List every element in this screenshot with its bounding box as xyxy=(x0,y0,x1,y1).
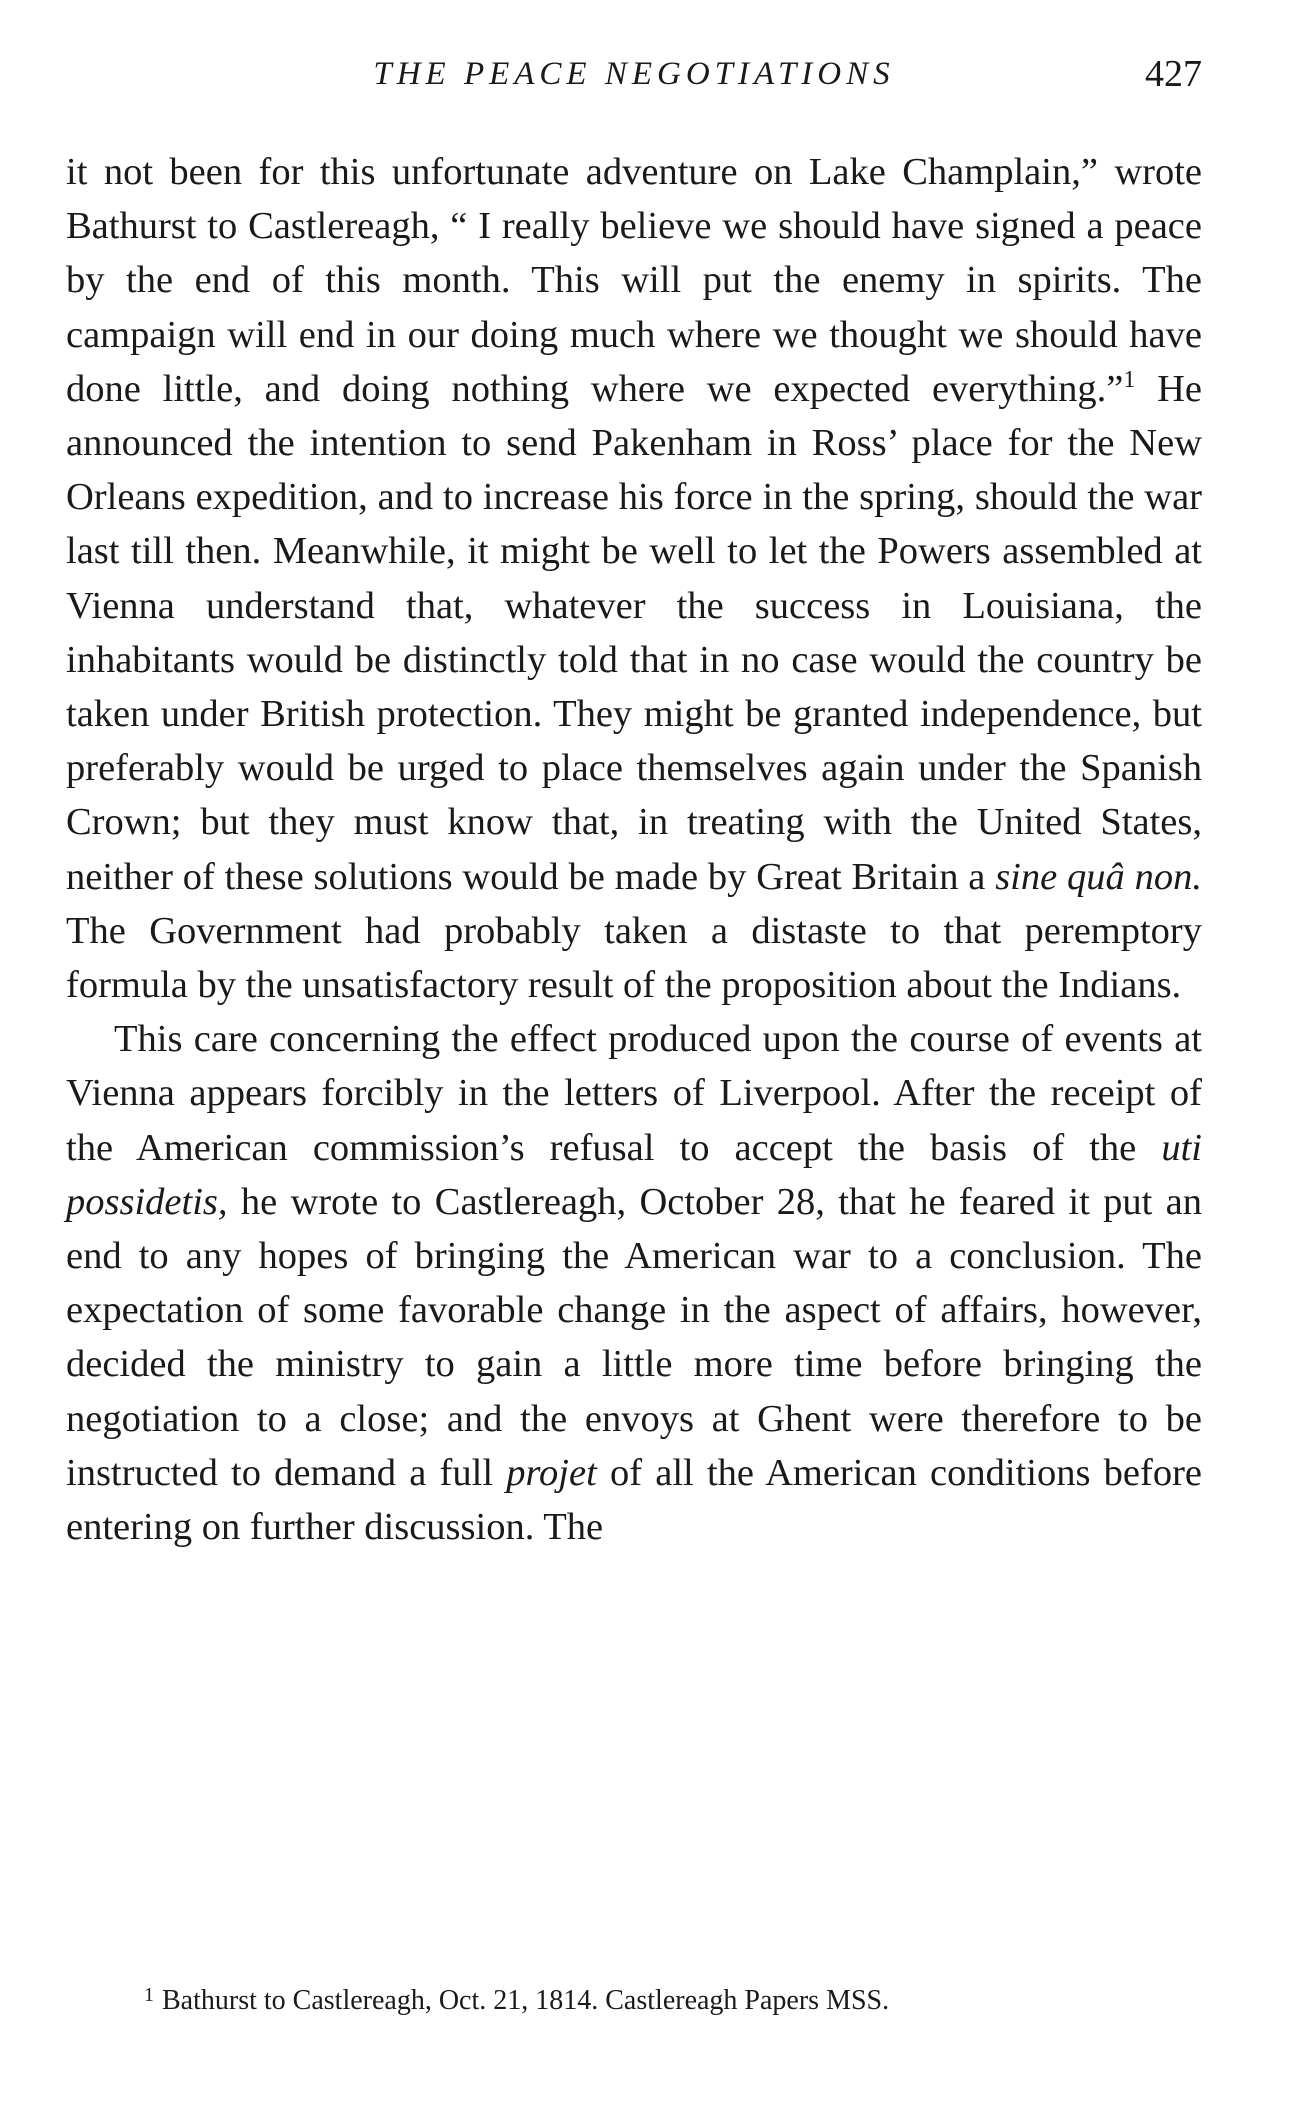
italic-phrase-uti-possidetis: uti possidetis, xyxy=(66,1126,1202,1223)
paragraph-1-text-c: The Government had probably taken a distaste to that peremptory formula by the unsatisfactory result of the proposition about the Indians. xyxy=(66,909,1202,1007)
paragraph-1 xyxy=(66,145,1202,1012)
footnote-text: Bathurst to Castlereagh, Oct. 21, 1814. Castlereagh Papers MSS. xyxy=(162,1985,890,2016)
paragraph-2-text-b: he wrote to Castlereagh, October 28, that he feared it put an end to any hopes of bringing the American war to a conclusion. The expectation of some favorable change in the aspect of affairs, however, decided the ministry to gain a little more time before bringing the negotiation to a close; and the envoys at Ghent were therefore to be instructed to demand a full xyxy=(66,1180,1202,1494)
page-number: 427 xyxy=(1145,53,1202,95)
italic-word-projet: projet xyxy=(506,1451,597,1494)
footnote-reference: 1 xyxy=(1123,366,1136,393)
running-head xyxy=(66,52,1202,112)
paragraph-1-text-b: He announced the intention to send Pakenham in Ross’ place for the New Orleans expedition, and to increase his force in the spring, should the war last till then. Meanwhile, it might be well to let the Powers assembled at Vienna understand that, whatever the success in Louisiana, the inhabitants would be distinctly told that in no case would the country be taken under British protection. They might be granted independence, but preferably would be urged to place themselves again under the Spanish Crown; but they must know that, in treating with the United States, neither of these solutions would be made by Great Britain a xyxy=(66,367,1202,898)
body-text xyxy=(66,145,1202,1554)
paragraph-1-text-a: it not been for this unfortunate adventure on Lake Champlain,” wrote Bathurst to Castlereagh, “ I really believe we should have signed a peace by the end of this month. This will put the enemy in spirits. The campaign will end in our doing much where we thought we should have done little, and doing nothing where we expected everything.” xyxy=(66,151,1202,410)
paragraph-2 xyxy=(66,1012,1202,1554)
paragraph-2-text-a: This care concerning the effect produced upon the course of events at Vienna appears forcibly in the letters of Liverpool. After the receipt of the American commission’s refusal to accept the basis of the xyxy=(66,1018,1202,1169)
paragraph-2-text-c: of all the American conditions before entering on further discussion. The xyxy=(66,1451,1202,1549)
footnote xyxy=(144,1983,1204,2019)
running-title: THE PEACE NEGOTIATIONS xyxy=(373,56,895,92)
italic-phrase-sine-qua-non: sine quâ non. xyxy=(995,855,1202,898)
footnote-marker: 1 xyxy=(144,1984,154,2006)
